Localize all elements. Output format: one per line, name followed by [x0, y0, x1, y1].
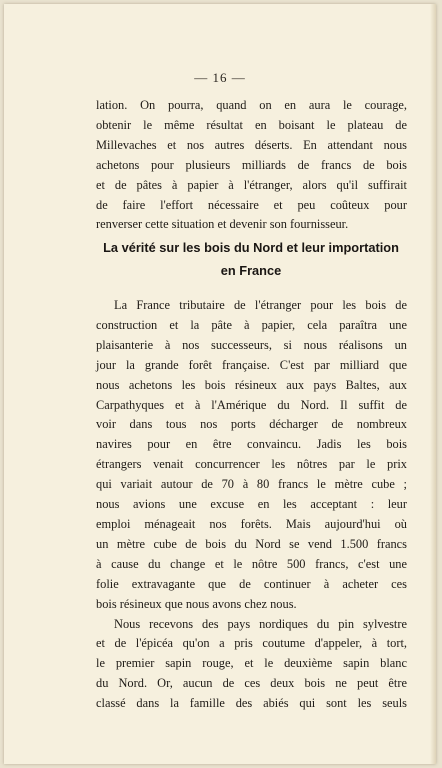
text-line: obtenir le même résultat en boisant le plateau de [96, 117, 407, 132]
text-line: folie extravagante que de continuer à acheter ces [96, 576, 407, 591]
text-line: La France tributaire de l'étranger pour les bois de [114, 298, 407, 312]
text-line: qui variait autour de 70 à 80 francs le mètre cube ; [96, 477, 407, 492]
paragraph-continuation [96, 96, 407, 235]
text-line: et de l'épicéa qu'on a pris coutume d'appeler, à tort, [96, 636, 407, 651]
text-line: jour la grande forêt française. C'est par milliard que [96, 357, 407, 372]
section-heading [90, 236, 412, 282]
text-line: Nous recevons des pays nordiques du pin sylvestre [114, 616, 407, 631]
text-line: voir dans tous nos ports décharger de nombreux [96, 417, 407, 432]
text-line: nous avions une excuse en les acceptant : leur [96, 497, 407, 512]
text-line: lation. On pourra, quand on en aura le courage, [96, 98, 407, 112]
text-line: à cause du change et le nôtre 500 francs, c'est une [96, 556, 407, 571]
text-line: bois résineux que nous avons chez nous. [96, 596, 297, 611]
text-line: achetons pour plusieurs milliards de francs de bois [96, 157, 407, 172]
text-line: un mètre cube de bois du Nord se vend 1.500 francs [96, 536, 407, 551]
text-line: construction et la pâte à papier, cela paraîtra une [96, 317, 407, 332]
section-body [96, 296, 407, 714]
book-page [4, 4, 436, 764]
text-line: renverser cette situation et devenir son fournisseur. [96, 217, 349, 232]
text-line: de faire l'effort nécessaire et peu coûteux pour [96, 197, 407, 212]
text-line: du Nord. Or, aucun de ces deux bois ne peut être [96, 676, 407, 691]
text-line: plaisanterie à nos successeurs, si nous réalisons un [96, 337, 407, 352]
page-edge-shadow [430, 4, 436, 764]
text-line: navires pour en être convaincu. Jadis les bois [96, 437, 407, 452]
heading-line: La vérité sur les bois du Nord et leur importation [103, 240, 399, 255]
text-line: emploi ménageait nos forêts. Mais aujourd'hui où [96, 516, 407, 531]
text-line: Carpathyques et à l'Amérique du Nord. Il suffit de [96, 397, 407, 412]
text-line: classé dans la famille des abiés qui sont les seuls [96, 696, 407, 711]
text-line: le premier sapin rouge, et le deuxième sapin blanc [96, 656, 407, 671]
page-number: — 16 — [194, 70, 246, 85]
text-line: nous achetons les bois résineux aux pays Baltes, aux [96, 377, 407, 392]
text-line: et de pâtes à papier à l'étranger, alors qu'il suffirait [96, 177, 407, 192]
text-line: étrangers venait concurrencer les nôtres par le prix [96, 457, 407, 472]
text-line: Millevaches et nos autres déserts. En attendant nous [96, 137, 407, 152]
heading-line: en France [220, 263, 282, 278]
